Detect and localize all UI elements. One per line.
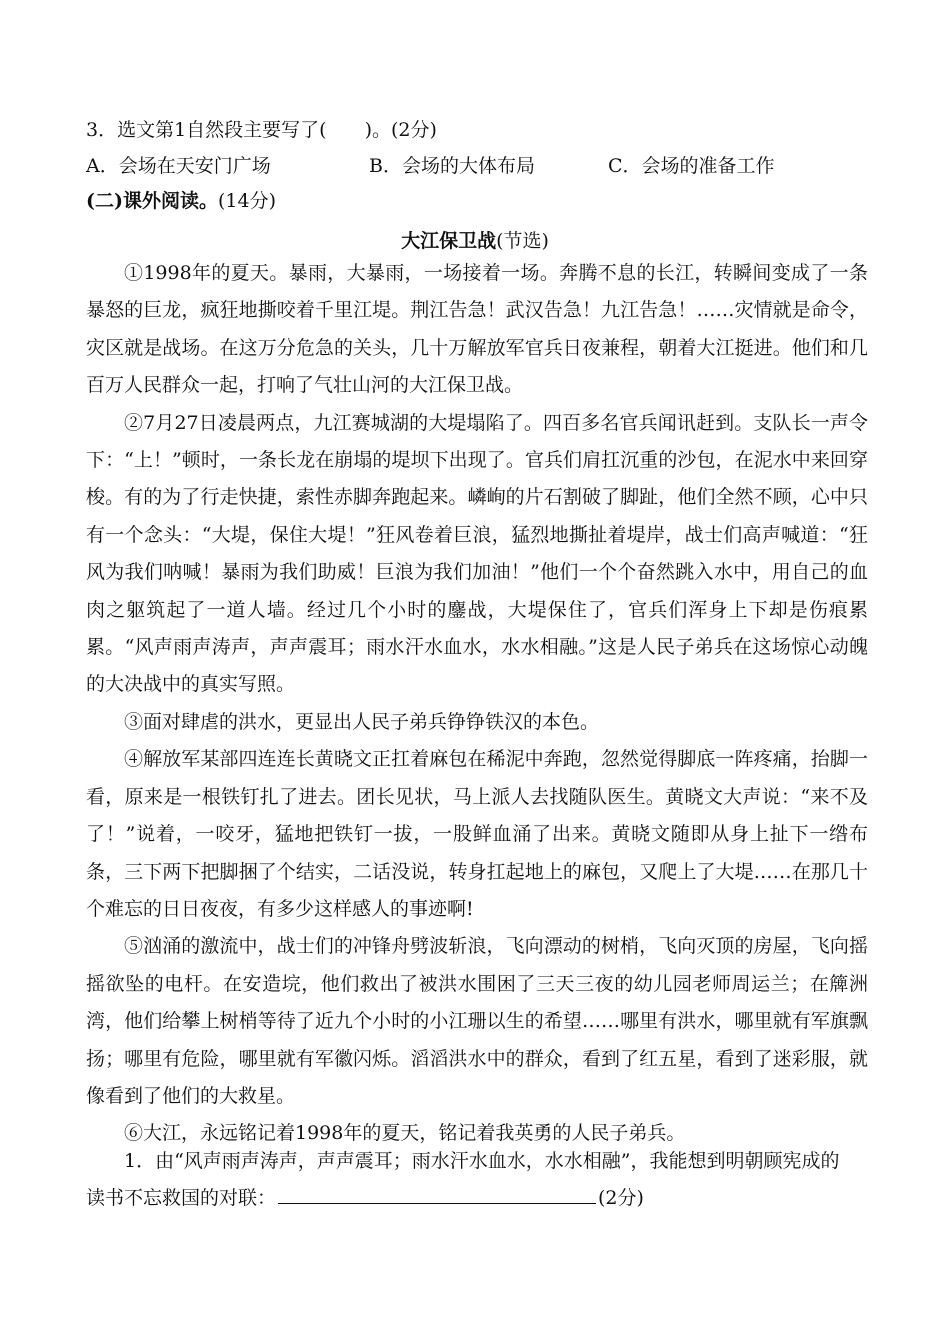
option-a: A．会场在天安门广场: [86, 155, 271, 177]
article-title: 大江保卫战: [401, 230, 497, 252]
question-1-score: (2分): [598, 1187, 644, 1210]
paragraph-2: ②7月27日凌晨两点，九江赛城湖的大堤塌陷了。四百多名官兵闻讯赶到。支队长一声令下：“上！”顿时，一条长龙在崩塌的堤坝下出现了。官兵们肩扛沉重的沙包，在泥水中来回穿梭。有的为了行走快捷，索性赤脚奔跑起来。嶙峋的片石割破了脚趾，他们全然不顾，心中只有一个念头：“大堤，保住大堤！”狂风卷着巨浪，猛烈地撕扯着堤岸，战士们高声喊道：“狂风为我们呐喊！暴雨为我们助威！巨浪为我们加油！”他们一个个奋然跳入水中，用自己的血肉之躯筑起了一道人墙。经过几个小时的鏖战，大堤保住了，官兵们浑身上下却是伤痕累累。“风声雨声涛声，声声震耳；雨水汗水血水，水水相融。”这是人民子弟兵在这场惊心动魄的大决战中的真实写照。: [86, 411, 868, 696]
answer-blank[interactable]: [278, 1185, 596, 1204]
option-c: C．会场的准备工作: [608, 155, 775, 177]
section-heading: [86, 189, 876, 213]
question-1-stem-cont: 读书不忘救国的对联：: [86, 1187, 277, 1210]
article-title-row: [0, 226, 950, 253]
section-score: (14分): [217, 190, 276, 212]
question-1-stem: 1．由“风声雨声涛声，声声震耳；雨水汗水血水，水水相融”，我能想到明朝顾宪成的: [124, 1150, 840, 1172]
question-1: [86, 1143, 868, 1218]
paragraph-4: ④解放军某部四连连长黄晓文正扛着麻包在稀泥中奔跑，忽然觉得脚底一阵疼痛，抬脚一看，原来是一根铁钉扎了进去。团长见状，马上派人去找随队医生。黄晓文大声说：“来不及了！”说着，一咬牙，猛地把铁钉一拔，一股鲜血涌了出来。黄晓文随即从身上扯下一绺布条，三下两下把脚捆了个结实，二话没说，转身扛起地上的麻包，又爬上了大堤……在那几十个难忘的日日夜夜，有多少这样感人的事迹啊!: [86, 748, 868, 920]
article-body: [86, 255, 868, 1153]
paragraph-1: ①1998年的夏天。暴雨，大暴雨，一场接着一场。奔腾不息的长江，转瞬间变成了一条暴怒的巨龙，疯狂地撕咬着千里江堤。荆江告急！武汉告急！九江告急！……灾情就是命令，灾区就是战场。在这万分危急的关头，几十万解放军官兵日夜兼程，朝着大江挺进。他们和几百万人民群众一起，打响了气壮山河的大江保卫战。: [86, 262, 868, 397]
paragraph-3: ③面对肆虐的洪水，更显出人民子弟兵铮铮铁汉的本色。: [124, 710, 600, 733]
question-1-answer-line: [86, 1180, 868, 1217]
question-3-stem: 3．选文第1自然段主要写了( )。(2分): [86, 119, 437, 141]
article-subtitle: (节选): [496, 230, 549, 252]
option-b: B．会场的大体布局: [369, 155, 535, 177]
paragraph-6: ⑥大江，永远铭记着1998年的夏天，铭记着我英勇的人民子弟兵。: [124, 1122, 686, 1145]
section-title: (二)课外阅读。: [86, 190, 218, 212]
paragraph-5: ⑤汹涌的激流中，战士们的冲锋舟劈波斩浪，飞向漂动的树梢，飞向灭顶的房屋，飞向摇摇欲坠的电杆。在安造垸，他们救出了被洪水围困了三天三夜的幼儿园老师周运兰；在簰洲湾，他们给攀上树梢等待了近九个小时的小江珊以生的希望……哪里有洪水，哪里就有军旗飘扬；哪里有危险，哪里就有军徽闪烁。滔滔洪水中的群众，看到了红五星，看到了迷彩服，就像看到了他们的大救星。: [86, 935, 868, 1107]
